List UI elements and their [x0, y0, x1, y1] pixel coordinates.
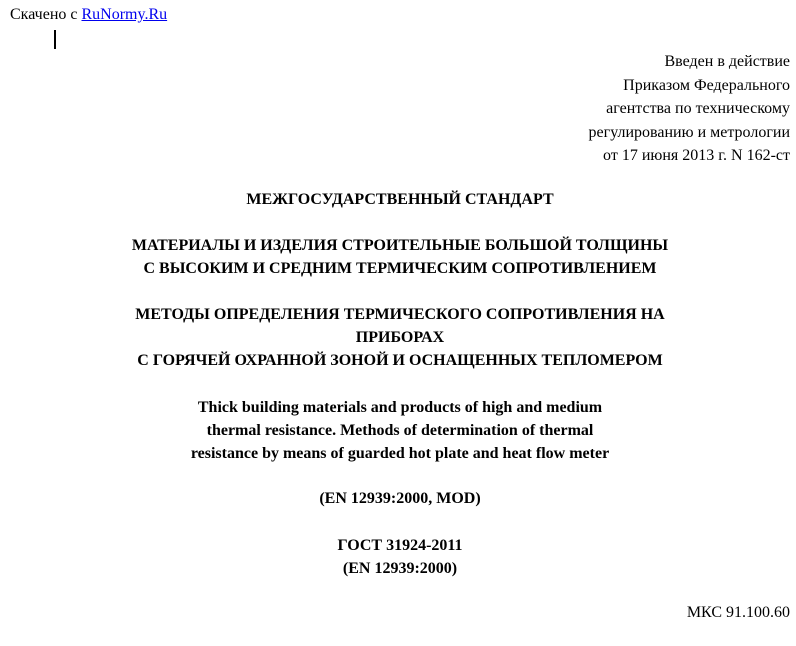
english-title-line: thermal resistance. Methods of determination of thermal	[206, 422, 594, 439]
standard-designation	[0, 534, 796, 580]
russian-subtitle-line: ПРИБОРАХ	[355, 329, 445, 346]
english-title-line: Thick building materials and products of high and medium	[197, 399, 603, 416]
en-number: (EN 12939:2000)	[342, 560, 458, 577]
russian-title-line: С ВЫСОКИМ И СРЕДНИМ ТЕРМИЧЕСКИМ СОПРОТИВЛЕНИЕМ	[143, 260, 657, 277]
english-title-line: resistance by means of guarded hot plate and heat flow meter	[190, 445, 610, 462]
enactment-note	[589, 50, 790, 168]
standard-kind-heading	[0, 188, 796, 211]
enactment-line: агентства по техническому	[606, 100, 790, 117]
download-source-line	[10, 5, 167, 25]
equivalence-text: (EN 12939:2000, MOD)	[319, 490, 481, 507]
russian-subtitle	[0, 303, 796, 372]
equivalence-note	[0, 487, 796, 510]
download-source-prefix: Скачено с	[10, 6, 82, 23]
standard-kind-text: МЕЖГОСУДАРСТВЕННЫЙ СТАНДАРТ	[246, 191, 554, 208]
text-caret	[54, 30, 56, 49]
enactment-line: регулированию и метрологии	[588, 123, 790, 141]
classification-code: МКС 91.100.60	[686, 604, 790, 621]
russian-subtitle-line: МЕТОДЫ ОПРЕДЕЛЕНИЯ ТЕРМИЧЕСКОГО СОПРОТИВЛЕНИЯ НА	[135, 306, 665, 323]
enactment-line: Введен в действие	[664, 53, 790, 70]
english-title	[0, 396, 796, 465]
russian-title-line: МАТЕРИАЛЫ И ИЗДЕЛИЯ СТРОИТЕЛЬНЫЕ БОЛЬШОЙ ТОЛЩИНЫ	[131, 237, 669, 254]
enactment-line: от 17 июня 2013 г. N 162-ст	[603, 147, 790, 164]
runormy-site-link[interactable]: RuNormy.Ru	[81, 6, 168, 23]
russian-subtitle-line: С ГОРЯЧЕЙ ОХРАННОЙ ЗОНОЙ И ОСНАЩЕННЫХ ТЕПЛОМЕРОМ	[137, 352, 663, 369]
russian-title	[0, 234, 796, 280]
enactment-line: Приказом Федерального	[623, 76, 790, 94]
gost-number: ГОСТ 31924-2011	[337, 537, 463, 554]
